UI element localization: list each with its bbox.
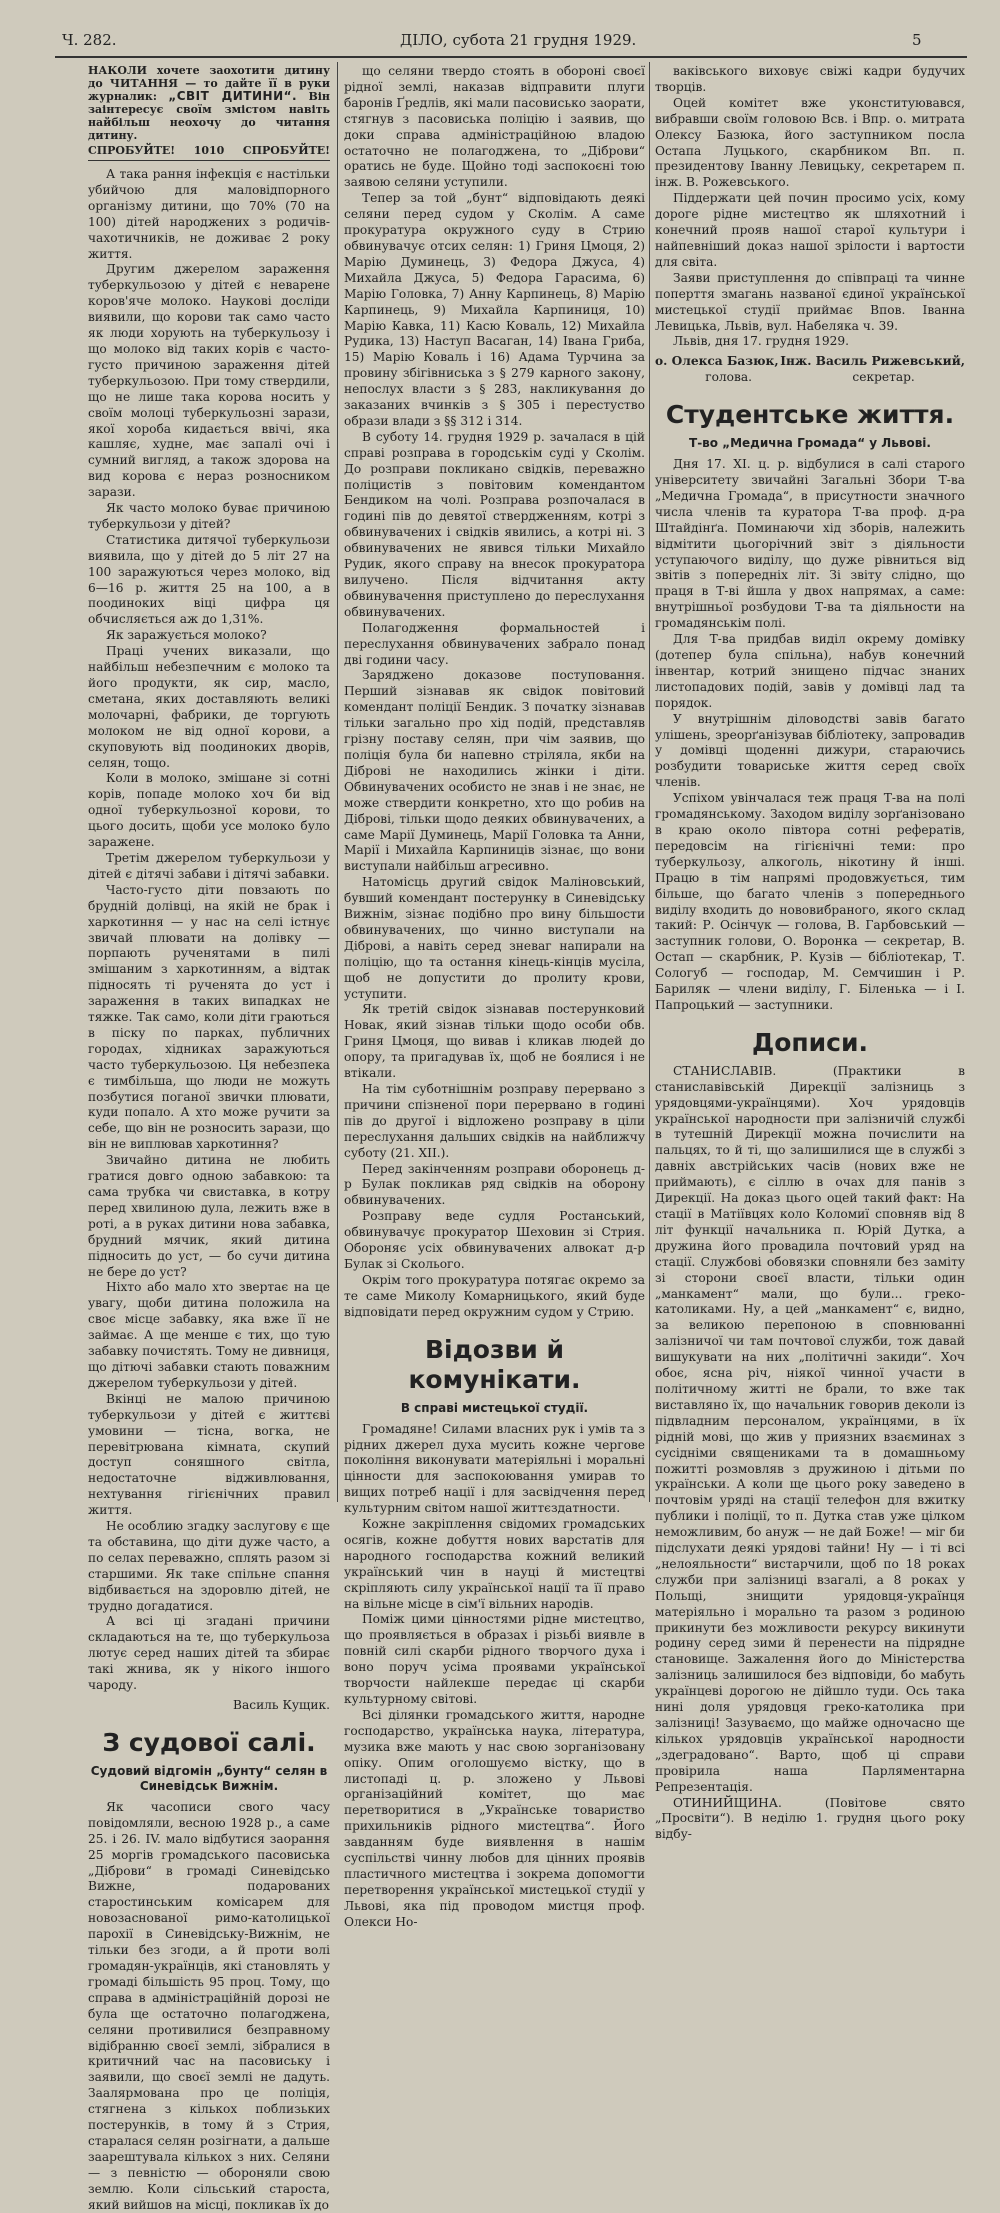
- signature-roles: [655, 370, 965, 386]
- dispatches-section-heading: Дописи.: [751, 1027, 869, 1057]
- role-secretary: секретар.: [852, 370, 915, 385]
- appeals-section-heading: Відозви й комунікати.: [408, 1334, 581, 1394]
- paragraph: Всі ділянки громадського життя, народне господарство, українська наука, література, музика вже мають у нас свою зорганізовану опіку. Опим оголошуємо вістку, що в листопаді ц. р. зложено у Львові організаційний комітет, що має перетворитися в „Українське товариство прихильників рідного мистецтва“. Його завданням буде виявлення в нашім суспільстві чинну любов для цінних проявів пластичного мистецтва і зокрема допомогти перетворення української мистецької студії у Львові, яка під проводом мистця проф. Олекси Но-: [344, 1707, 645, 1929]
- paragraph: Як заражується молоко?: [106, 628, 267, 643]
- paragraph: Заяви приступлення до співпраці та чинне поперття змагань названої єдиної української мистецької студії приймає Впов. Іванна Левицька, Львів, вул. Набеляка ч. 39.: [655, 270, 965, 333]
- paragraph: Оцей комітет вже уконституювався, вибравши своїм головою Вcв. і Впр. о. митрата Олексу Базюка, його заступником посла Остапа Луцького, скарбником Вп. п. президентову Іванну Левицьку, секретарем п. інж. В. Рожевського.: [655, 95, 965, 190]
- paragraph: Ніхто або мало хто звертає на це увагу, щоби дитина положила на своє місце забавку, яка вже її не займає. А ще менше є тих, що тую забавку почистять. Тому не дивниця, що дітючі забавки стають поважним джерелом туберкульози у дітей.: [88, 1280, 330, 1390]
- paragraph: Часто-густо діти повзають по брудній долівці, на якій не брак і харкотиння — у нас на селі істнує звичай плювати на долівку — порпають рученятами в пилі змішаним з харкотинням, а відтак підносять ті рученята до уст і зараження в таких випадках не тяжке. Так само, коли діти граються в піску по парках, публичних городах, хідниках заражуються часто туберкульозою. Ця небезпека є тимбільша, що люди не можуть позбутися поганої звички плювати, куди попало. А хто може ручити за себе, що він не розносить зарази, що він не виплював харкотиння?: [88, 882, 330, 1152]
- header-rule: [55, 56, 967, 58]
- paragraph: Не особлию згадку заслугову є ще та обставина, що діти дуже часто, а по селах переважно, сплять разом зі старшими. Як таке спільне спання відбивається на здоровлю дітей, не трудно догадатися.: [88, 1519, 330, 1613]
- author-signature: Василь Кущик.: [233, 1698, 330, 1712]
- paragraph: ОТИНИЙЩИНА. (Повітове свято „Просвіти“). В неділю 1. грудня цього року відбу-: [655, 1795, 965, 1842]
- column-1: [88, 64, 330, 2213]
- advertisement: [88, 64, 330, 161]
- paragraph: Окрім того прокуратура потягає окремо за те саме Миколу Комарницького, який буде відповідати перед окружним судом у Стрию.: [344, 1272, 645, 1319]
- paragraph: Як часописи свого часу повідомляли, весною 1928 р., а саме 25. і 26. IV. мало відбутися заорання 25 моргів громадського пасовиська „Діброви“ в громаді Синевідсько Вижне, подарованих старостинським комісарем для новозаснованої римо-католицької парохії в Синевідську-Вижнім, не тільки без згоди, а й проти волі громадян-українців, які становлять у громаді більшість 95 проц. Тому, що справа в адміністраційній дорозі не була ще остаточно полагоджена, селяни противилися безправному відібранню своєї землі, зібралися в критичний час на пасовиську і заявили, що своєї землі не дадуть. Заалярмована про це поліція, стягнена з кількох поблизьких постерунків, в тому й з Стрия, старалася селян розігнати, а дальше заарештувала кількох з них. Селяни — з певністю — обороняли свою землю. Коли сільський староста, який вийшов на місці, покликав їх до: [88, 1799, 330, 2212]
- paragraph: Перед закінченням розправи оборонець д-р Булак покликав ряд свідків на оборону обвинувачених.: [344, 1161, 645, 1208]
- paragraph: Натомісць другий свідок Маліновський, бувший комендант постерунку в Синевідську Вижнім, зізнає подібно про вину більшости обвинувачених, що чинно виступали на Діброві, а навіть серед зневаг напирали на поліцію, що та остання кінець-кінців мусіла, щоб не допустити до пролиту крови, уступити.: [344, 875, 645, 1001]
- ad-text: Він заінтересує своїм змістом навіть найбільш неохочу до читання дитину.: [88, 90, 330, 142]
- court-section-heading: З судової салі.: [102, 1727, 316, 1757]
- signatures: [655, 354, 965, 370]
- paragraph: Тепер за той „бунт“ відповідають деякі селяни перед судом у Сколім. А саме прокуратура окружного суду в Стрию обвинувачує отсих селян: 1) Гриня Цмоця, 2) Марію Думинець, 3) Федора Джуса, 4) Михайла Джуса, 5) Федора Гарасима, 6) Марію Головка, 7) Анну Карпинець, 8) Марію Карпинець, 9) Михайла Карпиниця, 10) Марію Кавка, 11) Касю Коваль, 12) Михайла Рудика, 13) Наступ Васаган, 14) Івана Гриба, 15) Марію Коваль і 16) Адама Турчина за провину збігівниська з § 279 карного закону, непослух власти з § 283, накликування до заказаних вчинків з § 305 і перестуство образи влади з §§ 312 і 314.: [344, 191, 645, 428]
- ad-call-right: СПРОБУЙТЕ!: [242, 144, 330, 157]
- masthead: ДІЛО, субота 21 грудня 1929.: [400, 31, 637, 49]
- paragraph: У внутрішнім діловодстві завів багато улішень, зреорґанізував бібліотеку, запровадив у домівці щоденні дижури, стараючись розбудити товариське життя серед своїх членів.: [655, 711, 965, 790]
- student-article-title: Т-во „Медична Громада“ у Львові.: [689, 436, 931, 451]
- paragraph: Коли в молоко, змішане зі сотні корів, попаде молоко хоч би від одної туберкульозної корови, то цього досить, щоби усе молоко було заражене.: [88, 771, 330, 850]
- paragraph: що селяни твердо стоять в обороні своєї рідної землі, наказав відправити плуги баронів Ґредлів, які мали пасовисько заорати, стягнув з пасовиська поліцію і заявив, що доки справа адміністраційною владою остаточно не полагоджена, то „Діброви“ оратись не буде. Щойно тоді заспокоєні тою заявою селяни уступили.: [344, 64, 645, 190]
- paragraph: Львів, дня 17. грудня 1929.: [673, 334, 850, 349]
- paragraph: Зарядженo доказове поступовання. Перший зізнавав як свідок повітовий комендант поліції Бендик. З початку зізнавав тільки загально про хід подій, представляв грізну поставу селян, при чім заявив, що поліція була би напевно стріляла, якби на Діброві не находились жінки і діти. Обвинувачених особисто не знав і не знає, не може ствердити конкретно, хто що робив на Діброві, тільки щодо деяких обвинувачених, а саме Марії Думинець, Марії Головка та Анни, Марії і Михайла Карпиниців зізнає, що вони виступали найбільш агресивно.: [344, 668, 645, 874]
- paragraph: Дня 17. XI. ц. р. відбулися в салі старого університету звичайні Загальні Збори Т-ва „Медична Громада“, в присутности значного числа членів та куратора Т-ва проф. д-ра Штайдінґа. Поминаючи хід зборів, належить відмітити цьогорічний звіт з діяльности уступаючого виділу, що дуже рівниться від звітів з попередніх літ. Зі звіту слідно, що праця в Т-ві йшла у двох напрямах, а саме: внутрішньої розбудови Т-ва та діяльности на громадянськім полі.: [655, 457, 965, 631]
- paragraph: Як часто молоко буває причиною туберкульози у дітей?: [88, 501, 330, 531]
- paragraph: Звичайно дитина не любить гратися довго одною забавкою: та сама трубка чи свиставка, в котру перед хвилиною дула, лежить вже в роті, а в руках дитини нова забавка, брудний мячик, який дитина підносить до уст, — бо сучи дитина не бере до уст?: [88, 1153, 330, 1279]
- issue-number: Ч. 282.: [62, 31, 117, 49]
- paragraph: Полагодження формальностей і переслухання обвинувачених забрало понад дві години часу.: [344, 620, 645, 667]
- signature-chair: о. Олекса Базюк,: [655, 354, 779, 369]
- ad-code: 1010: [193, 144, 225, 157]
- signature-secretary: Інж. Василь Рижевський,: [780, 354, 965, 369]
- paragraph: Другим джерелом зараження туберкульозою у дітей є неварене коров'яче молоко. Наукові досліди виявили, що корови так само часто як люди хорують на туберкульозу і що молоко від таких корів є часто-густо причиною зараження дітей туберкульозою. При тому ствердили, що не лише така корова носить у своїм молоці туберкульозні зарази, якої хороба кидається ввічі, яка кашляє, худне, має запалі очі і сумний вигляд, а також здорова на вид корова є нераз розносником зарази.: [88, 262, 330, 500]
- paragraph: Третім джерелом туберкульози у дітей є дітячі забави і дітячі забавки.: [88, 850, 330, 881]
- paragraph: Для Т-ва придбав виділ окрему домівку (дотепер була спільна), набув конечний інвентар, котрий знищено підчас знаних листопадових подій, завів у домівці лад та порядок.: [655, 632, 965, 710]
- paragraph: Громадяне! Силами власних рук і умів та з рідних джерел духа мусить кожне чергове покоління виконувати матеріяльні і моральні цінности для заспокоювання умирав то вищих потреб нації і для засвідчення перед культурним світом нашої життєздатности.: [344, 1421, 645, 1516]
- column-3: [655, 64, 965, 1843]
- role-chair: голова.: [705, 370, 753, 385]
- paragraph: А всі ці згадані причини складаються на те, що туберкульоза лютує серед наших дітей та збирає такі жнива, як у нікого іншого чароду.: [88, 1614, 330, 1693]
- ad-title: „СВІТ ДИТИНИ“.: [168, 89, 298, 103]
- paragraph: Вкінці не малою причиною туберкульози у дітей є життєві умовини — тісна, вогка, не перевітрювана кімната, скупий доступ соняшного світла, недостаточне відживлювання, нехтування гігієнічних правил життя.: [88, 1391, 330, 1518]
- paragraph: Піддержати цей почин просимо усіх, кому дороге рідне мистецтво як шляхотний і конечний прояв нашої старої культури і найпевніший доказ нашої зрілости і вартости для світа.: [655, 191, 965, 269]
- paragraph: В суботу 14. грудня 1929 р. зачалася в цій справі розправа в городськім суді у Сколім. До розправи покликано свідків, переважно поліцистів з повітовим комендантом Бендиком на чолі. Розправа розпочалася в годині пів до девятої ствердженням, котрі з обвинувачених і свідків явились, а котрі ні. З обвинувачених не явився тільки Михайло Рудик, якого справу на внесок прокуратора вилучено. Після відчитання акту обвинувачення приступлено до переслухання обвинувачених.: [344, 429, 645, 619]
- paragraph: Кожне закріплення свідомих громадських осягів, кожне добуття нових варстатів для народного господарства кожний великий український чин в науці й мистецтві скріпляють силу української нації та її право на вільне місце в сім'ї вільних народів.: [344, 1517, 645, 1611]
- appeals-article-title: В справі мистецької студії.: [400, 1400, 589, 1415]
- column-2: [344, 64, 645, 1931]
- ad-lead: НАКОЛИ хочете заохотити дитину до ЧИТАННЯ — то дайте її в руки журналик:: [88, 64, 330, 103]
- paragraph: Праці учених виказали, що найбільш небезпечним є молоко та його продукти, як сир, масло, сметана, яких доставляють великі молочарні, фабрики, де торгують молоком не від одної корови, а скуповують від поодиноких дворів, селян, тощо.: [88, 644, 330, 770]
- paragraph: Статистика дитячої туберкульози виявила, що у дітей до 5 літ 27 на 100 заражуються через молоко, від 6—16 р. життя 25 на 100, а в поодиноких віці цифра ця обчисляється аж до 1,31%.: [88, 532, 330, 627]
- paragraph: А така рання інфекція є настільки убийчою для маловідпорного організму дитини, що 70% (70 на 100) дітей народжених з родичів-чахотичників, не доживає 2 року життя.: [88, 167, 330, 261]
- paragraph: Успіхом увінчалася теж праця Т-ва на полі громадянському. Заходом виділу зорґанізовано в краю около півтора сотні рефератів, передовсім на гігієнічні теми: про туберкульозу, алкоголь, нікотину й інші. Працю в тім напрямі продовжується, тим більше, що багато членів з попереднього виділу входить до нововибраного, якого склад такий: Р. Осінчук — голова, В. Гарбовський — заступник голови, О. Воронка — секретар, В. Остап — скарбник, Р. Кузів — бібліотекар, Т. Сологуб — господар, М. Семчишин і Р. Бариляк — члени виділу, Г. Біленька — і І. Папроцький — заступники.: [655, 791, 965, 1012]
- paragraph: Як третій свідок зізнавав постерунковий Новак, який зізнав тільки щодо особи обв. Гриня Цмоця, що вивав і кликав людей до опору, та пригадував їх, щоб не боялися і не втікали.: [344, 1002, 645, 1081]
- ad-call-left: СПРОБУЙТЕ!: [88, 144, 176, 157]
- paragraph: На тім суботнішнім розправу перервано з причини спізненої пори перервано в годині пів до другої і відложено розправу в ціли переслухання дальших свідків на найближчу суботу (21. XII.).: [344, 1082, 645, 1160]
- column-divider: [649, 62, 650, 1502]
- paragraph: вакiвського виховує свіжі кадри будучих творців.: [655, 64, 965, 94]
- paragraph: СТАНИСЛАВІВ. (Практики в станиславівській Дирекції залізниць з урядовцями-українцями). Хоч урядовців української народности при залізничій службі в тутешній Дирекції можна почислити на пальцях, то й ті, що залишилися ще в службі з давніх австрійських часів (нових вже не приймають), є сіллю в очах для панів з Дирекції. На доказ цього оцей такий факт: На стації в Матіївцях коло Коломиї сповняв від 8 літ функції начальника п. Юрій Дутка, а дружина його провадила почтовий уряд на стації. Службові обовязки сповняли без заміту зі сторони своєї власти, тільки один „манкамент“ мали, що були... греко-католиками. Ну, а цей „манкамент“ є, видно, за великою перепоною в сповнюванні залізничої чи там почтової служби, тож давай вишукувати на них „політичні закиди“. Хоч обоє, ясна річ, ніякої чинної участи в політичному житті не брали, то вже так виставляно їх, що начальник говорив деколи із підвладним персоналом, українцями, в їх рідній мові, що жив у приязних взаєминах з сусідніми священиками та в домашньому пожиттi розмовляв з дружиною і дітьми по українськи. А коли ще цього року заведено в почтовім уряді на стації телефон для вжитку публики і поліції, то п. Дутка став уже цілком неможливим, бо ануж — не дай Боже! — міг би підслухати деякі урядові тайни! Ну — і ті всі „нелояльности“ вистарчили, щоб по 18 роках служби при залізниці взагалі, а 8 роках у Польщі, знищити урядовця-українця матеріяльно і морально та разом з родиною прикинути без можливости рекурсу викинути родину серед зими й перенести на підрядне становище. Зажалення його до Міністерства залізниць залишилося без відповіди, бо мабуть українцеві дорогою не дійшло туди. Ось така нині доля урядовця греко-католика при залізниці! Зазуваємо, що майже одночасно ще кількох урядовців української народности „здеградовано“. Варто, щоб ці справи провірила наша Парляментарна Репрезентація.: [655, 1063, 965, 1794]
- student-section-heading: Студентське життя.: [665, 400, 955, 430]
- paragraph: Розправу веде судля Ростанський, обвинувачує прокуратор Шеховин зі Стрия. Обороняє усіх обвинувачених алвокат д-р Булак зі Сколього.: [344, 1209, 645, 1271]
- court-article-title: Судовий відгомін „бунту“ селян в Синевідськ Вижнім.: [90, 1763, 328, 1793]
- page-number: 5: [912, 31, 922, 49]
- paragraph: Поміж цими цінностями рідне мистецтво, що проявляється в образах і різьбі виявле в повній силі скарби рідного творчого духа і воно поруч усіма проявами української творчости найлекше передає ці скарби культурному світові.: [344, 1612, 645, 1706]
- column-divider: [337, 62, 338, 1502]
